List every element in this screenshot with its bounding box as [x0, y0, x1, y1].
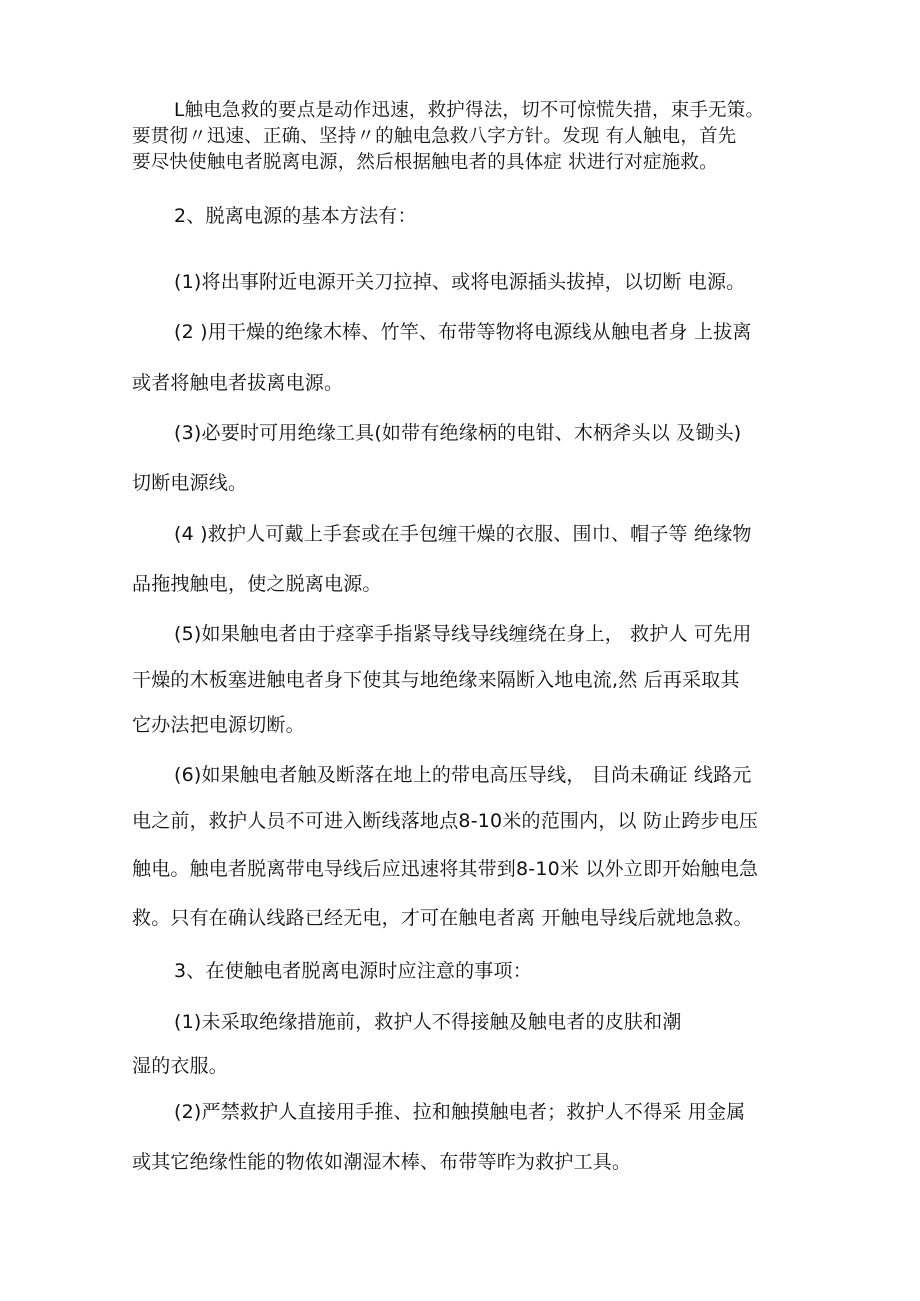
section-3-item-1-line-1: (1)未采取绝缘措施前，救护人不得接触及触电者的皮肤和潮: [174, 1011, 682, 1033]
intro-line-3: 要尽快使触电者脱离电源，然后根据触电者的具体症 状进行对症施救。: [132, 152, 718, 173]
section-2-item-5-line-2: 干燥的木板塞进触电者身下使其与地绝缘来隔断入地电流,然 后再采取其: [132, 669, 740, 691]
section-2-item-2-line-1: (2 )用干燥的绝缘木棒、竹竿、布带等物将电源线从触电者身 上拔离: [174, 321, 752, 343]
section-2-item-1-line-1: (1)将出事附近电源开关刀拉掉、或将电源插头拔掉，以切断 电源。: [174, 271, 746, 293]
section-2-item-5-line-3: 它办法把电源切断。: [132, 714, 305, 736]
section-2-item-4-line-1: (4 )救护人可戴上手套或在手包缠干燥的衣服、围巾、帽子等 绝缘物: [174, 523, 752, 545]
section-3-item-2-line-2: 或其它绝缘性能的物侬如潮湿木棒、布带等昨为救护工具。: [132, 1151, 632, 1173]
section-2-item-2-line-2: 或者将触电者拔离电源。: [132, 372, 344, 394]
section-2-item-6-line-1: (6)如果触电者触及断落在地上的带电高压导线， 目尚未确证 线路元: [174, 764, 752, 786]
section-2-item-4-line-2: 品拖拽触电，使之脱离电源。: [132, 573, 382, 595]
intro-line-1: L触电急救的要点是动作迅速，救护得法，切不可惊慌失措，束手无策。: [174, 100, 765, 121]
section-3-item-1-line-2: 湿的衣服。: [132, 1055, 229, 1077]
section-2-item-6-line-3: 触电。触电者脱离带电导线后应迅速将其带到8-10米 以外立即开始触电急: [132, 858, 759, 880]
section-3-heading: 3、在使触电者脱离电源时应注意的事项：: [174, 960, 532, 982]
section-2-item-5-line-1: (5)如果触电者由于痉挛手指紧导线导线缠绕在身上， 救护人 可先用: [174, 623, 752, 645]
section-2-heading: 2、脱离电源的基本方法有：: [174, 205, 417, 227]
intro-line-2: 要贯彻〃迅速、正确、坚持〃的触电急救八字方针。发现 有人触电，首先: [132, 126, 737, 147]
section-2-item-3-line-1: (3)必要时可用绝缘工具(如带有绝缘柄的电钳、木柄斧头以 及锄头): [174, 422, 742, 444]
section-2-item-6-line-2: 电之前，救护人员不可进入断线落地点8-10米的范围内，以 防止跨步电压: [132, 810, 759, 832]
section-2-item-3-line-2: 切断电源线。: [132, 472, 248, 494]
section-3-item-2-line-1: (2)严禁救护人直接用手推、拉和触摸触电者；救护人不得采 用金属: [174, 1101, 746, 1123]
section-2-item-6-line-4: 救。只有在确认线路已经无电，才可在触电者离 开触电导线后就地急救。: [132, 907, 753, 929]
